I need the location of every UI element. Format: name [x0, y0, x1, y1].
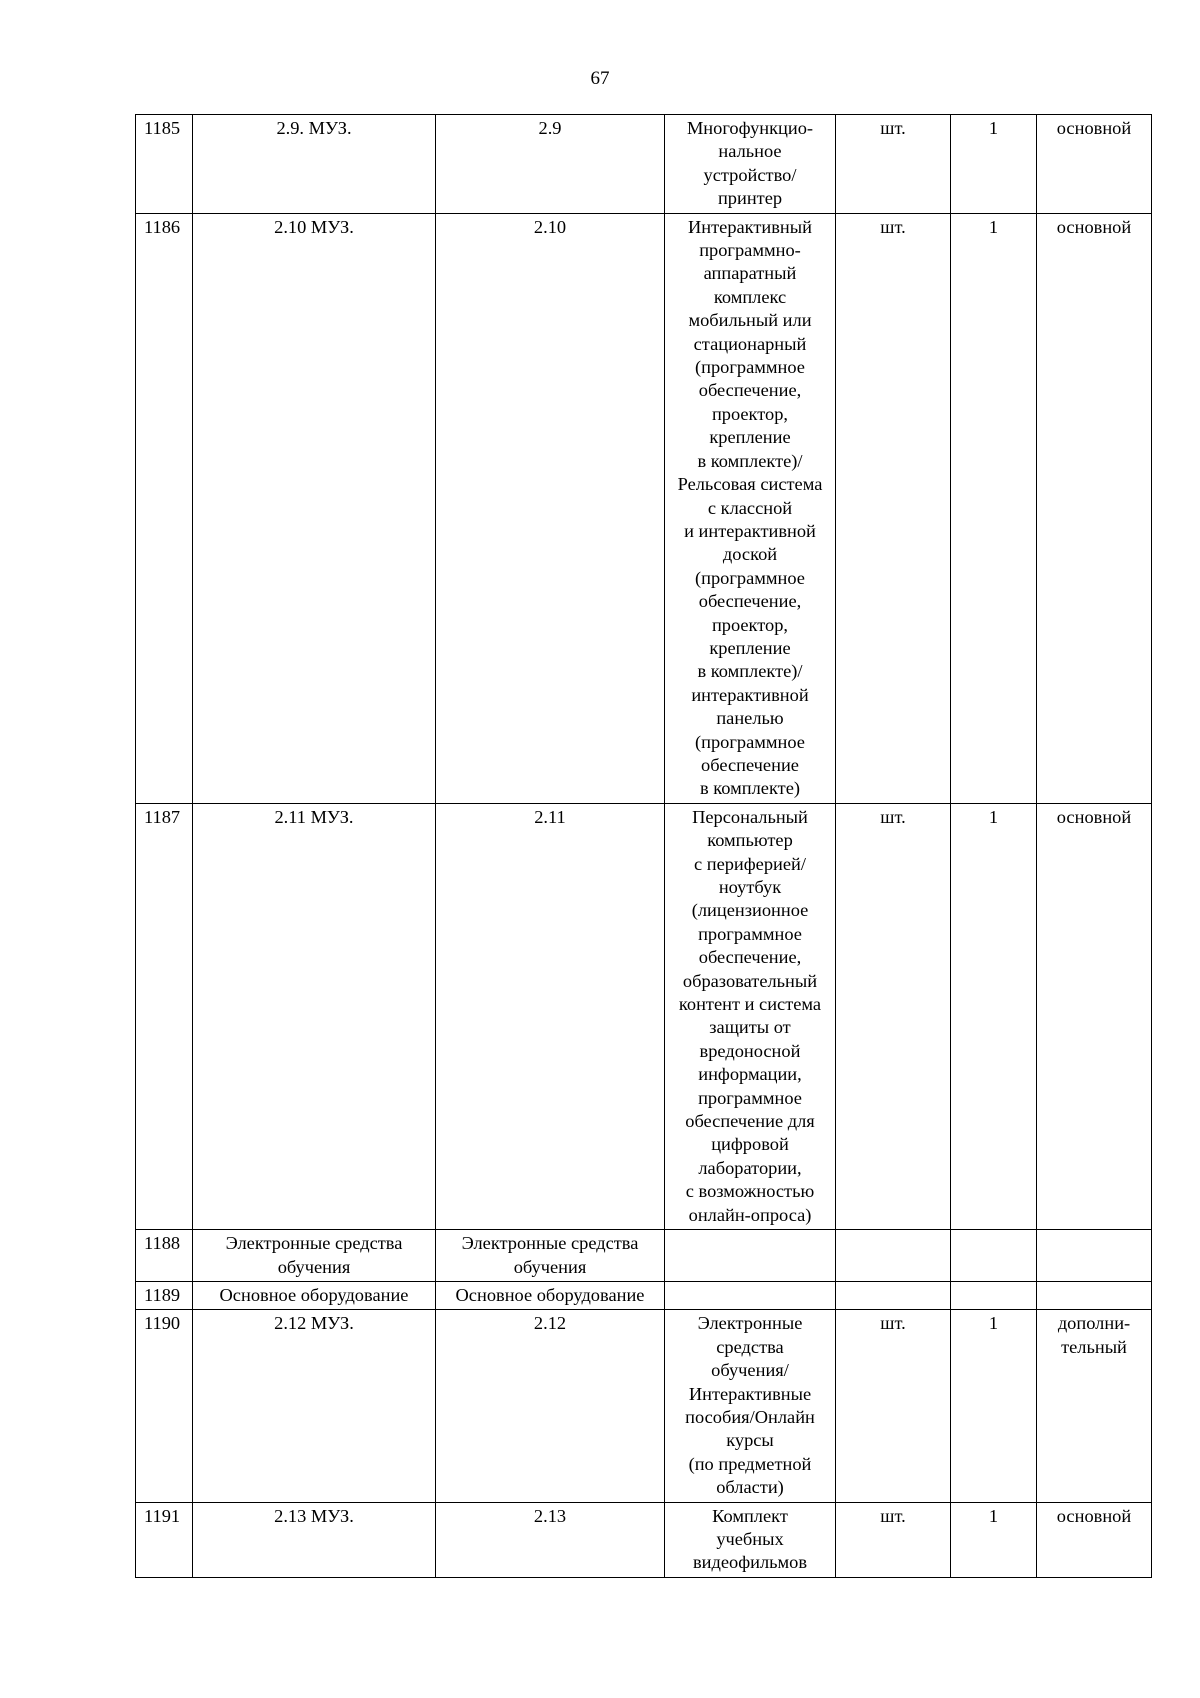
quantity-cell: 1	[951, 1502, 1037, 1577]
item-name-cell: 2.9. МУЗ.	[193, 115, 436, 214]
unit-cell: шт.	[836, 1310, 951, 1502]
item-description-cell: Комплект учебных видеофильмов	[665, 1502, 836, 1577]
item-name-cell: 2.11 МУЗ.	[193, 803, 436, 1229]
page-number: 67	[590, 68, 610, 89]
table-row	[136, 213, 1152, 803]
row-number-cell: 1188	[136, 1230, 193, 1282]
row-number-cell: 1190	[136, 1310, 193, 1502]
quantity-cell: 1	[951, 115, 1037, 214]
item-description-cell: Многофункцио- нальное устройство/ принтер	[665, 115, 836, 214]
quantity-cell	[951, 1230, 1037, 1282]
item-description-cell: Персональный компьютер с периферией/ ноутбук (лицензионное программное обеспечение, образовательный контент и система защиты от вредоносной информации, программное обеспечение для цифровой лаборатории, с возможностью онлайн-опроса)	[665, 803, 836, 1229]
type-cell: основной	[1037, 803, 1152, 1229]
type-cell: основной	[1037, 115, 1152, 214]
table-row	[136, 1310, 1152, 1502]
table-row	[136, 1230, 1152, 1282]
quantity-cell	[951, 1281, 1037, 1309]
row-number-cell: 1191	[136, 1502, 193, 1577]
quantity-cell: 1	[951, 1310, 1037, 1502]
type-cell	[1037, 1230, 1152, 1282]
item-description-cell: Интерактивный программно- аппаратный комплекс мобильный или стационарный (программное обеспечение, проектор, крепление в комплекте)/ Рельсовая система с классной и интерактивной доской (программное обеспечение, проектор, крепление в комплекте)/ интерактивной панелью (программное обеспечение в комплекте)	[665, 213, 836, 803]
type-cell: основной	[1037, 213, 1152, 803]
equipment-table	[135, 114, 1152, 1578]
item-description-cell: Электронные средства обучения/ Интерактивные пособия/Онлайн курсы (по предметной области)	[665, 1310, 836, 1502]
item-name-cell: 2.13 МУЗ.	[193, 1502, 436, 1577]
table-row	[136, 803, 1152, 1229]
item-name-cell: 2.10 МУЗ.	[193, 213, 436, 803]
item-code-cell: 2.9	[436, 115, 665, 214]
unit-cell: шт.	[836, 1502, 951, 1577]
type-cell: дополни- тельный	[1037, 1310, 1152, 1502]
row-number-cell: 1187	[136, 803, 193, 1229]
item-name-cell: 2.12 МУЗ.	[193, 1310, 436, 1502]
item-code-cell: 2.11	[436, 803, 665, 1229]
table-row	[136, 1281, 1152, 1309]
unit-cell: шт.	[836, 213, 951, 803]
row-number-cell: 1189	[136, 1281, 193, 1309]
table-row	[136, 115, 1152, 214]
row-number-cell: 1186	[136, 213, 193, 803]
unit-cell	[836, 1281, 951, 1309]
item-name-cell: Электронные средства обучения	[193, 1230, 436, 1282]
item-code-cell: 2.12	[436, 1310, 665, 1502]
item-description-cell	[665, 1281, 836, 1309]
quantity-cell: 1	[951, 213, 1037, 803]
type-cell: основной	[1037, 1502, 1152, 1577]
item-code-cell: Основное оборудование	[436, 1281, 665, 1309]
unit-cell	[836, 1230, 951, 1282]
quantity-cell: 1	[951, 803, 1037, 1229]
item-code-cell: Электронные средства обучения	[436, 1230, 665, 1282]
type-cell	[1037, 1281, 1152, 1309]
row-number-cell: 1185	[136, 115, 193, 214]
unit-cell: шт.	[836, 803, 951, 1229]
item-description-cell	[665, 1230, 836, 1282]
item-code-cell: 2.13	[436, 1502, 665, 1577]
item-name-cell: Основное оборудование	[193, 1281, 436, 1309]
table-body	[136, 115, 1152, 1578]
unit-cell: шт.	[836, 115, 951, 214]
item-code-cell: 2.10	[436, 213, 665, 803]
table-row	[136, 1502, 1152, 1577]
